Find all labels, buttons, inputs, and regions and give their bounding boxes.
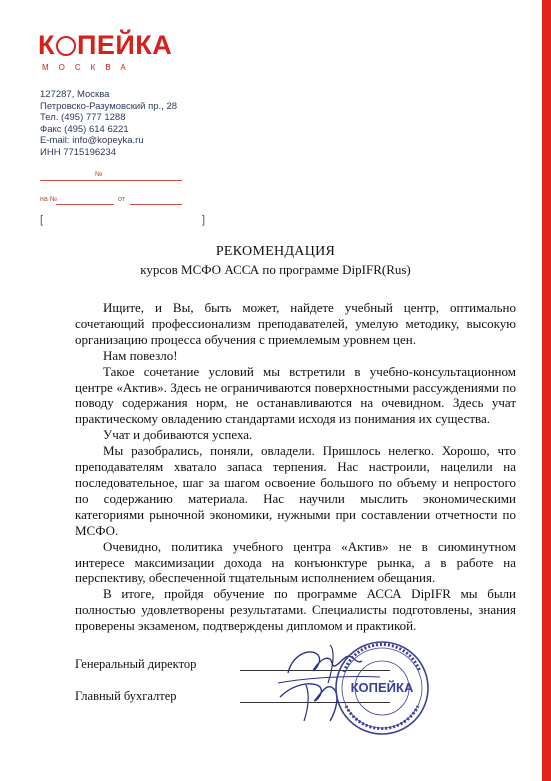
- body-paragraph: Такое сочетание условий мы встретили в учебно-консультационном центре «Актив». Здесь не ограничиваются поверхностными рассуждениями по поводу содержания норм, не останавливаются на очевидном. Здесь учат практическому овладению стандартами исходя из понимания их существа.: [75, 363, 516, 427]
- logo-letter: К: [38, 30, 55, 60]
- company-address: [40, 89, 177, 159]
- stamp-text: КОПЕЙКА: [350, 680, 414, 695]
- outgoing-number-label: №: [95, 171, 103, 178]
- address-line: E-mail: info@kopeyka.ru: [40, 135, 144, 147]
- body-paragraph: Нам повезло!: [103, 347, 178, 363]
- document-subtitle: курсов МСФО АССА по программе DipIFR(Rus): [140, 262, 411, 277]
- red-side-bar: [542, 0, 551, 781]
- company-logo: [38, 30, 188, 80]
- outgoing-number-line: [40, 180, 182, 181]
- accountant-label: Главный бухгалтер: [75, 689, 177, 703]
- incoming-date-line: [130, 204, 182, 205]
- incoming-date-label: от: [118, 196, 125, 203]
- incoming-number-line: [56, 204, 114, 205]
- company-stamp: [332, 638, 432, 738]
- bracket-right: ]: [202, 214, 206, 226]
- director-label: Генеральный директор: [75, 657, 197, 671]
- bracket-left: [: [40, 214, 44, 226]
- body-paragraph: В итоге, пройдя обучение по программе АССА DipIFR мы были полностью удовлетворены результатами. Специалисты подготовлены, знания проверены экзаменом, подтверждены дипломом и практикой.: [75, 586, 516, 634]
- document-title: РЕКОМЕНДАЦИЯ: [215, 244, 336, 259]
- body-paragraph: Учат и добиваются успеха.: [103, 427, 253, 443]
- body-paragraph: Мы разобрались, поняли, овладели. Пришлось нелегко. Хорошо, что преподавателям хватало запаса терпения. Нас настроили, нацелили на последовательное, шаг за шагом освоение большого по объему и непростого по содержанию материала. Нас научили мыслить экономическими категориями рыночной экономики, нужными при составлении отчетности по МСФО.: [75, 443, 516, 538]
- logo-letters: ПЕЙКА: [76, 30, 173, 60]
- body-paragraph: Ищите, и Вы, быть может, найдете учебный центр, оптимально сочетающий профессионализм преподавателей, умелую методику, высокую организацию процесса обучения с приемлемым уровнем цен.: [75, 300, 516, 347]
- coin-icon: [56, 36, 76, 56]
- address-line: Тел. (495) 777 1288: [40, 112, 126, 124]
- logo-city: МОСКВА: [42, 63, 136, 72]
- body-paragraph: Очевидно, политика учебного центра «Актив» не в сиюминутном интересе максимизации дохода на конъюнктуре рынка, а в работе на перспективу, обеспеченной тщательным исполнением обещания.: [75, 538, 516, 586]
- address-line: ИНН 7715196234: [40, 146, 117, 158]
- logo-wordmark: [38, 30, 172, 60]
- address-line: Факс (495) 614 6221: [40, 123, 129, 135]
- letter-body: [75, 300, 516, 634]
- incoming-number-label: на №: [40, 196, 58, 203]
- address-line: 127287, Москва: [40, 89, 110, 100]
- address-line: Петровско-Разумовский пр., 28: [40, 100, 178, 112]
